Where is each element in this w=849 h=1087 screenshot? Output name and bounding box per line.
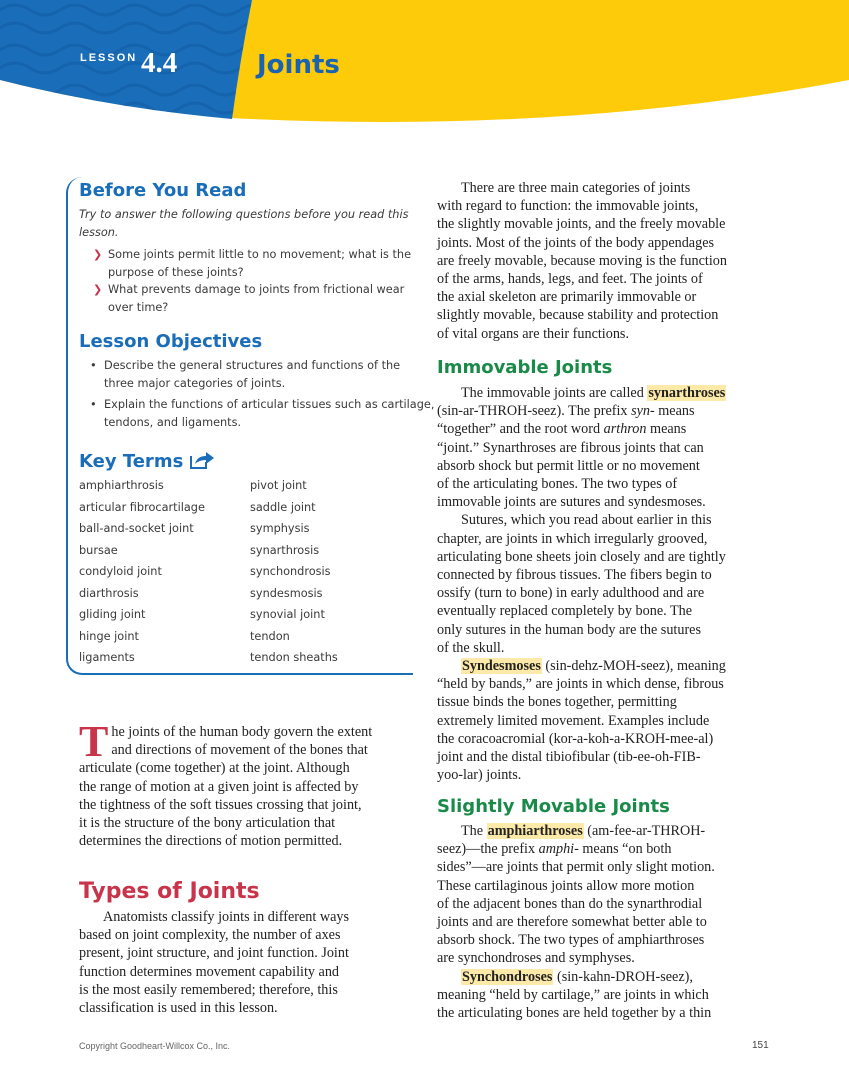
types-paragraph: Anatomists classify joints in different ways based on joint complexity, the number of axes present, joint structure, and joint function. Joint function determines movement capability and is the most easily remembered; therefore, this classification is used in this lesson.: [79, 909, 350, 1017]
lesson-label: LESSON: [80, 52, 138, 64]
question-item: ❯ Some joints permit little to no movement; what is the purpose of these joints?: [93, 248, 412, 279]
types-of-joints-heading: Types of Joints: [79, 879, 260, 904]
intro-paragraph: T he joints of the human body govern the extent and directions of movement of the bones that articulate (come together) at the joint. Although the range of motion at a given joint is affected by the tightness of the soft tissues crossing that joint, it is the structure of the bony articulation that determines the directions of motion permitted.: [79, 717, 373, 850]
key-term[interactable]: amphiarthrosis: [79, 479, 164, 492]
chevron-right-icon: ❯: [93, 283, 103, 296]
objective-item: • Explain the functions of articular tissues such as cartilage, tendons, and ligaments.: [90, 398, 435, 429]
categories-paragraph: There are three main categories of joints with regard to function: the immovable joints, the slightly movable joints, and the freely movable joints. Most of the joints of the body appendages are freely movable, because moving is the function of the arms, hands, legs, and feet. The joints of the axial skeleton are primarily immovable or slightly movable, because stability and protection of vital organs are their functions.: [437, 180, 727, 342]
banner-background: [0, 0, 849, 130]
chevron-right-icon: ❯: [93, 248, 103, 261]
lesson-banner: [0, 0, 849, 130]
key-term[interactable]: ligaments: [79, 651, 135, 664]
key-term-highlight[interactable]: Synchondroses: [462, 968, 553, 985]
key-term[interactable]: saddle joint: [250, 500, 316, 514]
lesson-title: Joints: [257, 50, 340, 80]
slightly-movable-paragraph: The amphiarthroses (am-fee-ar-THROH- seez)—the prefix amphi- means “on both sides”—are joints that permit only slight motion. These cartilaginous joints allow more motion of the adjacent bones than do the synarthrodial joints and are therefore somewhat better able to absorb shock. The two types of amphiarthroses are synchondroses and symphyses. Synchondroses (sin-kahn-DROH-seez), meaning “held by cartilage,” are joints in which the articulating bones are held together by a thin: [437, 823, 715, 1022]
lesson-number: 4.4: [141, 47, 178, 79]
key-term[interactable]: articular fibrocartilage: [79, 500, 205, 514]
key-term-highlight[interactable]: synarthroses: [648, 385, 726, 401]
key-terms-heading: Key Terms: [79, 451, 215, 475]
immovable-joints-heading: Immovable Joints: [437, 357, 613, 378]
key-term[interactable]: tendon sheaths: [250, 651, 338, 664]
key-term[interactable]: syndesmosis: [250, 586, 323, 600]
key-term[interactable]: bursae: [79, 543, 118, 557]
immovable-paragraph: The immovable joints are called synarthroses (sin-ar-THROH-seez). The prefix syn- means “together” and the root word arthron means “joint.” Synarthroses are fibrous joints that can absorb shock but permit little or no movement of the articulating bones. The two types of immovable joints are sutures and syndesmoses. Sutures, which you read about earlier in this chapter, are joints in which irregularly grooved, articulating bone sheets join closely and are tightly connected by fibrous tissues. The fibers begin to ossify (turn to bone) in early adulthood and are eventually replaced completely by bone. The only sutures in the human body are the sutures of the skull. Syndesmoses (sin-dehz-MOH-seez), meaning “held by bands,” are joints in which dense, fibrous tissue binds the bones together, permitting extremely limited movement. Examples include the coracoacromial (kor-a-koh-a-KROH-mee-al) joint and the distal tibiofibular (tib-ee-oh-FIB- yoo-lar) joints.: [437, 385, 726, 784]
bullet-icon: •: [90, 398, 97, 411]
key-term[interactable]: condyloid joint: [79, 565, 162, 578]
key-term-highlight[interactable]: amphiarthroses: [487, 823, 583, 839]
key-term[interactable]: ball-and-socket joint: [79, 522, 194, 535]
bullet-icon: •: [90, 359, 97, 372]
key-term[interactable]: pivot joint: [250, 479, 307, 492]
before-you-read-intro: Try to answer the following questions before you read this lesson.: [79, 208, 409, 239]
question-item: ❯ What prevents damage to joints from frictional wear over time?: [93, 283, 405, 314]
key-term[interactable]: tendon: [250, 629, 290, 643]
key-term-highlight[interactable]: Syndesmoses: [462, 658, 541, 675]
slightly-movable-joints-heading: Slightly Movable Joints: [437, 796, 670, 817]
before-you-read-heading: Before You Read: [79, 180, 247, 201]
share-arrow-icon[interactable]: [189, 451, 215, 475]
key-term[interactable]: symphysis: [250, 522, 310, 535]
key-term[interactable]: gliding joint: [79, 608, 146, 621]
key-term[interactable]: synarthrosis: [250, 543, 320, 557]
drop-cap: T: [79, 717, 109, 766]
key-term[interactable]: synchondrosis: [250, 565, 331, 578]
key-term[interactable]: synovial joint: [250, 608, 325, 621]
copyright-notice: Copyright Goodheart-Willcox Co., Inc.: [79, 1041, 231, 1051]
page-number: 151: [752, 1040, 769, 1051]
key-term[interactable]: diarthrosis: [79, 586, 139, 600]
objective-item: • Describe the general structures and functions of the three major categories of joints.: [90, 359, 401, 390]
key-term[interactable]: hinge joint: [79, 629, 139, 643]
lesson-objectives-heading: Lesson Objectives: [79, 331, 263, 352]
